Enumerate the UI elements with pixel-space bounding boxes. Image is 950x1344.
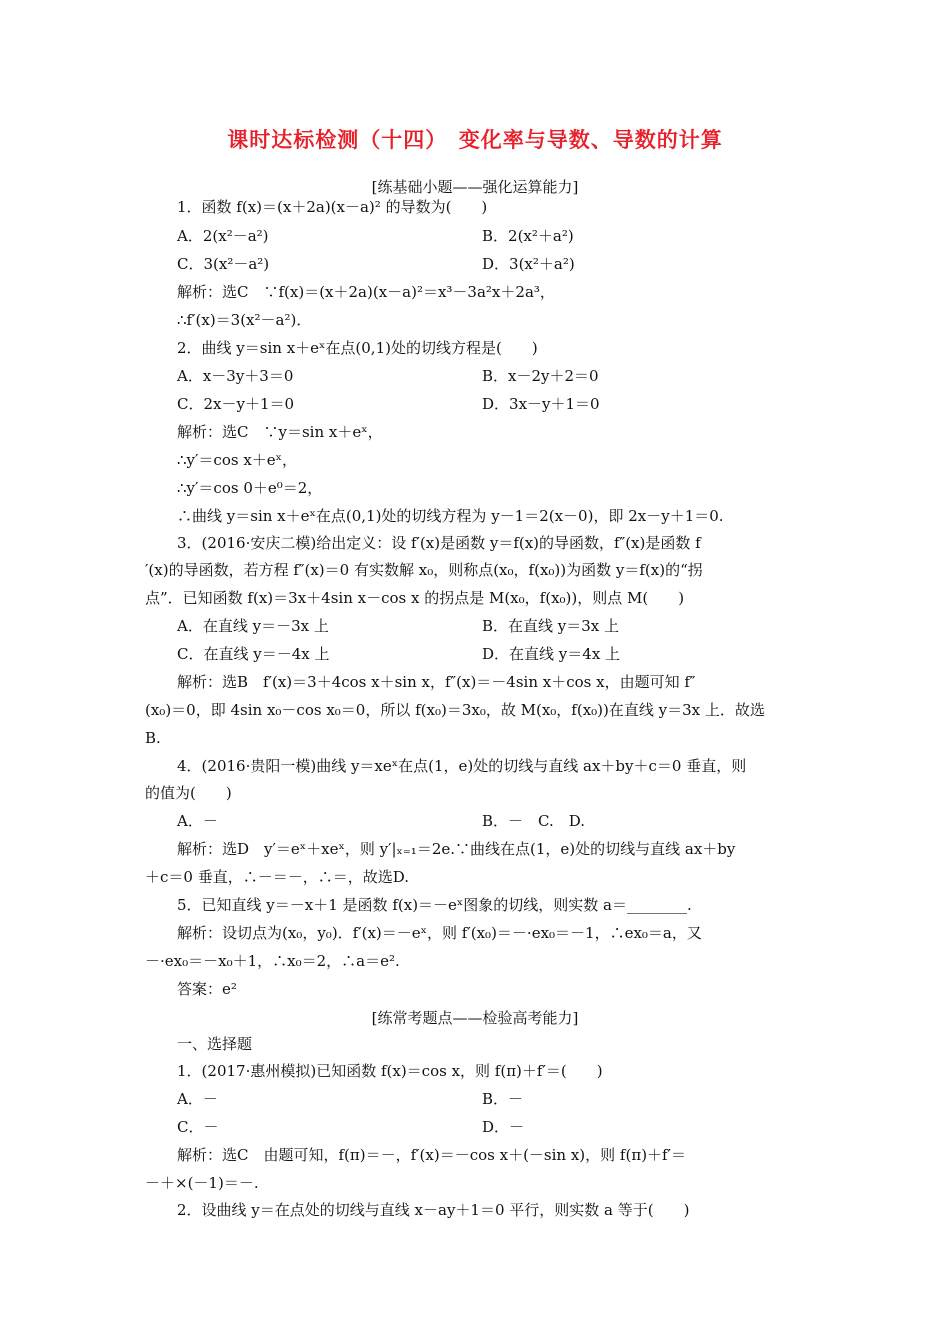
option-c: C．－ — [177, 1118, 219, 1136]
solution-line: －＋×(－1)＝－. — [145, 1174, 259, 1192]
question-1: 1．(2017·惠州模拟)已知函数 f(x)＝cos x，则 f(π)＋f′＝( ) — [177, 1062, 603, 1080]
question-1: 1．函数 f(x)＝(x＋2a)(x－a)² 的导数为( ) — [177, 198, 488, 216]
option-d: D．3x－y＋1＝0 — [482, 395, 600, 413]
solution-line: ∴f′(x)＝3(x²－a²)． — [177, 311, 312, 329]
solution-line: (x₀)＝0，即 4sin x₀－cos x₀＝0，所以 f(x₀)＝3x₀，故 M(x₀，f(x₀))在直线 y＝3x 上．故选 — [145, 701, 765, 719]
question-3-cont: 点”．已知函数 f(x)＝3x＋4sin x－cos x 的拐点是 M(x₀，f(x₀))，则点 M( ) — [145, 589, 685, 607]
solution-line: 解析：设切点为(x₀，y₀)．f′(x)＝－eˣ，则 f′(x₀)＝－·ex₀＝－1，∴ex₀＝a，又 — [177, 924, 702, 942]
question-2: 2．设曲线 y＝在点处的切线与直线 x－ay＋1＝0 平行，则实数 a 等于( ) — [177, 1201, 690, 1219]
option-bcd: B．－ C. D. — [482, 812, 585, 830]
solution-line: ∴曲线 y＝sin x＋eˣ在点(0,1)处的切线方程为 y－1＝2(x－0)，即 2x－y＋1＝0. — [177, 507, 724, 525]
subsection-heading: 一、选择题 — [177, 1035, 253, 1053]
solution-line: ∴y′＝cos x＋eˣ， — [177, 451, 298, 469]
option-a: A．2(x²－a²) — [177, 227, 269, 245]
question-3-cont: ′(x)的导函数，若方程 f″(x)＝0 有实数解 x₀，则称点(x₀，f(x₀))为函数 y＝f(x)的“拐 — [145, 561, 703, 579]
question-4: 4．(2016·贵阳一模)曲线 y＝xeˣ在点(1，e)处的切线与直线 ax＋by＋c＝0 垂直，则 — [177, 757, 747, 775]
question-3: 3．(2016·安庆二模)给出定义：设 f′(x)是函数 y＝f(x)的导函数，f″(x)是函数 f — [177, 534, 701, 552]
solution-line: 解析：选B f′(x)＝3＋4cos x＋sin x，f″(x)＝－4sin x＋cos x，由题可知 f″ — [177, 673, 696, 691]
solution-line: －·ex₀＝－x₀＋1，∴x₀＝2，∴a＝e². — [145, 952, 400, 970]
option-d: D．在直线 y＝4x 上 — [482, 645, 621, 663]
solution-line: 解析：选C ∵y＝sin x＋eˣ， — [177, 423, 383, 441]
solution-line: 解析：选D y′＝eˣ＋xeˣ，则 y′|ₓ₌₁＝2e.∵曲线在点(1，e)处的切线与直线 ax＋by — [177, 840, 736, 858]
option-d: D．3(x²＋a²) — [482, 255, 575, 273]
option-a: A．x－3y＋3＝0 — [177, 367, 294, 385]
section-heading-exam: [练常考题点——检验高考能力] — [371, 1009, 579, 1027]
solution-line: ＋c＝0 垂直，∴－＝－，∴＝，故选D. — [145, 868, 409, 886]
option-a: A．－ — [177, 1090, 218, 1108]
solution-line: 解析：选C ∵f(x)＝(x＋2a)(x－a)²＝x³－3a²x＋2a³， — [177, 283, 555, 301]
option-a: A．在直线 y＝－3x 上 — [177, 617, 329, 635]
option-c: C．3(x²－a²) — [177, 255, 270, 273]
option-c: C．在直线 y＝－4x 上 — [177, 645, 330, 663]
option-d: D．－ — [482, 1118, 525, 1136]
option-b: B．2(x²＋a²) — [482, 227, 574, 245]
option-c: C．2x－y＋1＝0 — [177, 395, 295, 413]
option-a: A．－ — [177, 812, 218, 830]
question-4-cont: 的值为( ) — [145, 784, 232, 802]
solution-line: 解析：选C 由题可知，f(π)＝－，f′(x)＝－cos x＋(－sin x)，则 f(π)＋f′＝ — [177, 1146, 686, 1164]
option-b: B．x－2y＋2＝0 — [482, 367, 599, 385]
solution-line: ∴y′＝cos 0＋e⁰＝2， — [177, 479, 323, 497]
question-5: 5．已知直线 y＝－x＋1 是函数 f(x)＝－eˣ图象的切线，则实数 a＝________. — [177, 896, 692, 914]
option-b: B．－ — [482, 1090, 524, 1108]
solution-line: B. — [145, 729, 161, 747]
question-2: 2．曲线 y＝sin x＋eˣ在点(0,1)处的切线方程是( ) — [177, 339, 538, 357]
section-heading-basic: [练基础小题——强化运算能力] — [371, 178, 579, 196]
page-title: 课时达标检测（十四） 变化率与导数、导数的计算 — [227, 127, 723, 152]
answer-line: 答案：e² — [177, 980, 237, 998]
option-b: B．在直线 y＝3x 上 — [482, 617, 620, 635]
